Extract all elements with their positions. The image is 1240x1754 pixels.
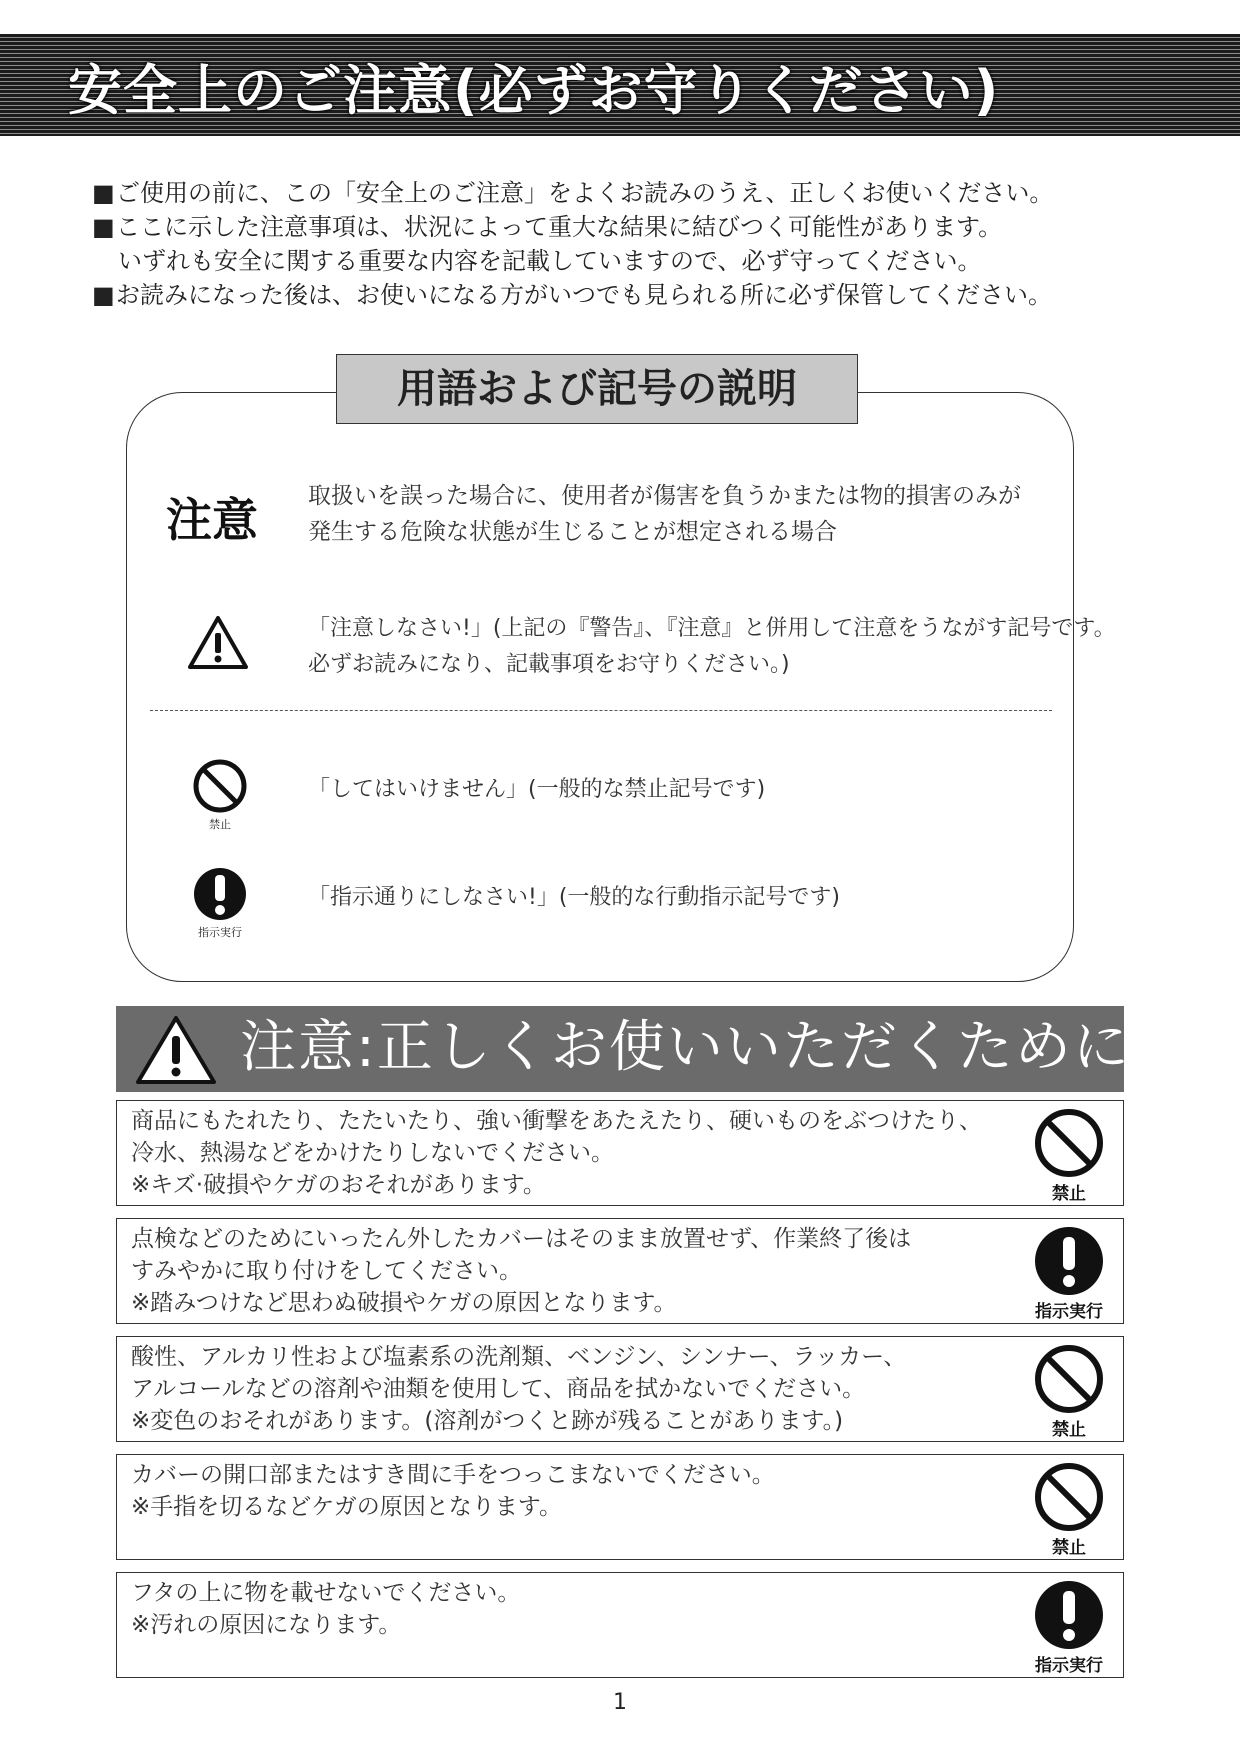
caution-banner — [116, 1006, 1131, 1092]
instruct-description: 「指示通りにしなさい!」(一般的な行動指示記号です) — [308, 885, 840, 910]
instruct-symbol — [180, 866, 260, 940]
prohibit-symbol: 禁止 — [1029, 1461, 1109, 1558]
prohibit-label: 禁止 — [209, 818, 231, 831]
prohibit-icon — [1033, 1343, 1105, 1415]
prohibit-icon — [1033, 1461, 1105, 1533]
caution-description: 取扱いを誤った場合に、使用者が傷害を負うかまたは物的損害のみが 発生する危険な状態が生じることが想定される場合 — [308, 483, 1021, 545]
intro-line: ■お読みになった後は、お使いになる方がいつでも見られる所に必ず保管してください。 — [92, 281, 1052, 309]
intro-notes — [92, 176, 1053, 312]
instruct-symbol: 指示実行 — [1029, 1225, 1109, 1322]
warning-triangle-icon — [134, 1014, 218, 1090]
caution-item: 点検などのためにいったん外したカバーはそのまま放置せず、作業終了後は すみやかに取り付けをしてください。 ※踏みつけなど思わぬ破損やケガの原因となります。 指示実行 — [116, 1218, 1124, 1324]
instruct-icon — [1033, 1225, 1105, 1297]
warning-symbol-description: 「注意しなさい!」(上記の『警告』、『注意』と併用して注意をうながす記号です。 必ずお読みになり、記載事項をお守りください。) — [308, 616, 1116, 677]
title-banner — [0, 34, 1240, 136]
prohibit-symbol — [180, 758, 260, 832]
prohibit-icon — [192, 758, 248, 814]
caution-section-title: 注意:正しくお使いいただくために — [240, 1015, 1131, 1080]
prohibit-symbol: 禁止 — [1029, 1343, 1109, 1440]
caution-item: カバーの開口部またはすき間に手をつっこまないでください。 ※手指を切るなどケガの原因となります。 禁止 — [116, 1454, 1124, 1560]
prohibit-icon — [1033, 1107, 1105, 1179]
caution-item: 商品にもたれたり、たたいたり、強い衝撃をあたえたり、硬いものをぶつけたり、 冷水、熱湯などをかけたりしないでください。 ※キズ·破損やケガのおそれがあります。 禁止 — [116, 1100, 1124, 1206]
caution-item: 酸性、アルカリ性および塩素系の洗剤類、ベンジン、シンナー、ラッカー、 アルコールなどの溶剤や油類を使用して、商品を拭かないでください。 ※変色のおそれがあります。(溶剤がつくと跡が残ることがあります。) 禁止 — [116, 1336, 1124, 1442]
caution-item: フタの上に物を載せないでください。 ※汚れの原因になります。 指示実行 — [116, 1572, 1124, 1678]
instruct-symbol: 指示実行 — [1029, 1579, 1109, 1676]
page-title: 安全上のご注意(必ずお守りください) — [68, 59, 1000, 122]
intro-line: ■ここに示した注意事項は、状況によって重大な結果に結びつく可能性があります。 — [92, 213, 1003, 241]
terms-heading: 用語および記号の説明 — [336, 354, 858, 424]
divider — [150, 710, 1052, 711]
prohibit-description: 「してはいけません」(一般的な禁止記号です) — [308, 777, 766, 802]
warning-triangle-icon — [178, 614, 258, 674]
instruct-icon — [1033, 1579, 1105, 1651]
intro-line: ■ご使用の前に、この「安全上のご注意」をよくお読みのうえ、正しくお使いください。 — [92, 179, 1054, 207]
instruct-icon — [192, 866, 248, 922]
caution-key: 注意 — [166, 493, 258, 547]
page-number: 1 — [613, 1690, 627, 1715]
prohibit-symbol: 禁止 — [1029, 1107, 1109, 1204]
intro-line: いずれも安全に関する重要な内容を記載していますので、必ず守ってください。 — [118, 247, 982, 275]
instruct-label: 指示実行 — [198, 926, 242, 939]
